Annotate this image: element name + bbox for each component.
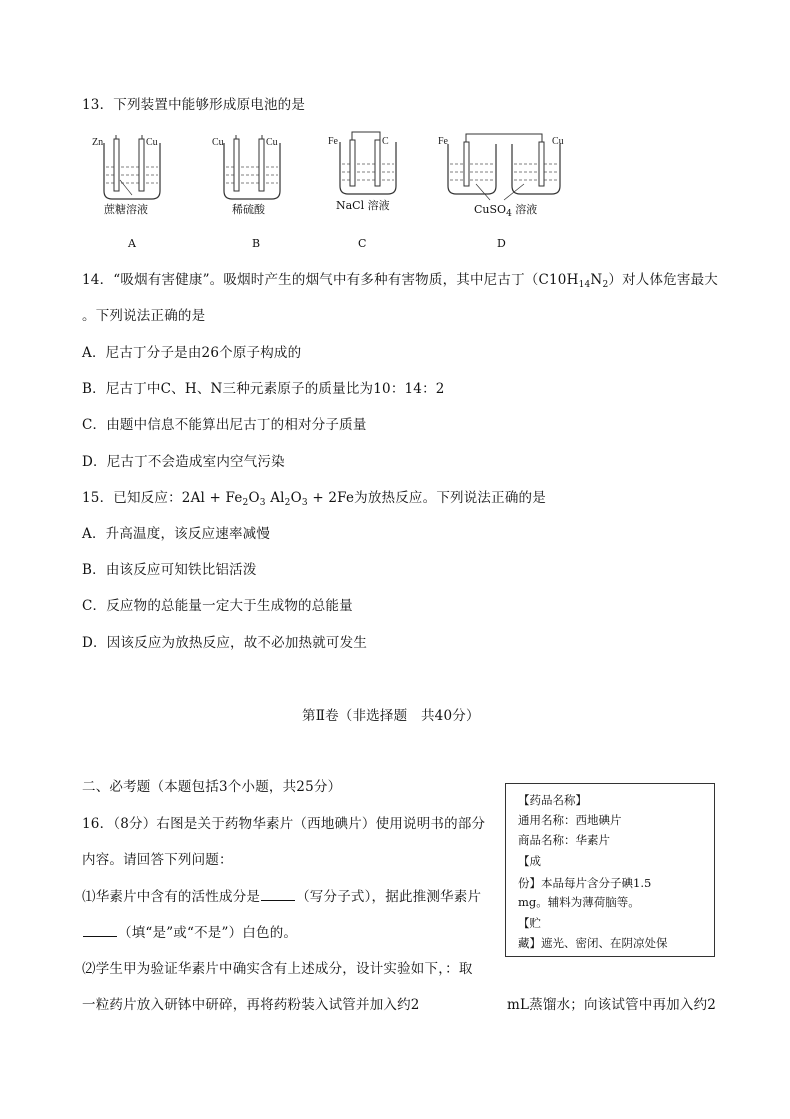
drug-box-line-8: 藏】遮光、密闭、在阴凉处保 [518,936,668,950]
q14-option-d: D．尼古丁不会造成室内空气污染 [82,454,285,470]
fig-c-letter: C [358,237,367,250]
fig-c-solution: NaCl 溶液 [336,199,390,212]
q16-line-6b: mL蒸馏水；向该试管中再加入约2 [507,997,717,1013]
q16-line-3: ⑴华素片中含有的活性成分是 （写分子式），据此推测华素片 [82,889,482,905]
drug-box-line-5: 份】本品每片含分子碘1.5 [518,876,652,890]
drug-box-line-1: 【药品名称】 [518,793,587,807]
fig-d-right-electrode: Cu [552,136,564,147]
q15-stem: 15．已知反应：$2Al + Fe_2O_3$ $Al_2O_3 + 2Fe$为放热反应。下列说法正确的是 [82,490,546,508]
answer-blank-formula[interactable] [261,888,295,901]
fig-d-letter: D [497,237,506,250]
q16-line-6a: 一粒药片放入研钵中研碎，再将药粉装入试管并加入约2 [82,997,420,1013]
q15-option-b: B．由该反应可知铁比铝活泼 [82,562,257,578]
fig-d-solution: CuSO$_4$ 溶液 [474,203,538,219]
fig-d-left-electrode: Fe [438,136,448,147]
section-2-title: 第Ⅱ卷（非选择题 共40分） [302,708,480,724]
beaker-d-drawing [440,130,570,212]
q14-stem-continued: 。下列说法正确的是 [82,308,206,324]
fig-a-left-electrode: Zn [92,137,104,148]
drug-box-line-4: 【成 [518,854,541,868]
q15-option-a: A．升高温度，该反应速率减慢 [82,526,271,542]
q14-option-c: C．由题中信息不能算出尼古丁的相对分子质量 [82,417,367,433]
fig-a-letter: A [128,237,136,250]
drug-box-line-3: 商品名称：华素片 [518,833,610,847]
part-2-heading: 二、必考题（本题包括3个小题，共25分） [82,779,342,795]
fig-b-solution: 稀硫酸 [232,203,265,216]
drug-box-line-2: 通用名称：西地碘片 [518,813,622,827]
fig-b-right-electrode: Cu [266,137,278,148]
q15-option-d: D．因该反应为放热反应，故不必加热就可发生 [82,635,368,651]
fig-a-solution: 蔗糖溶液 [104,203,148,216]
fig-c-right-electrode: C [382,136,389,147]
fig-a-right-electrode: Cu [146,137,158,148]
answer-blank-color[interactable] [83,924,117,937]
q16-line-4: （填“是”或“不是”）白色的。 [82,924,297,942]
q15-option-c: C．反应物的总能量一定大于生成物的总能量 [82,598,353,614]
fig-c-left-electrode: Fe [328,136,338,147]
q14-option-a: A．尼古丁分子是由26个原子构成的 [82,345,302,361]
drug-box-line-6: mg。辅料为薄荷脑等。 [518,895,640,909]
figure-d [440,130,570,212]
q14-option-b: B．尼古丁中C、H、N三种元素原子的质量比为10：14：2 [82,381,445,397]
q16-line-2: 内容。请回答下列问题： [82,852,233,868]
drug-box-line-7: 【贮 [518,916,541,930]
q16-line-5: ⑵学生甲为验证华素片中确实含有上述成分，设计实验如下，：取 [82,961,473,977]
q14-stem: 14．“吸烟有害健康”。吸烟时产生的烟气中有多种有害物质，其中尼古丁$(C10H_{14}N_2)$对人体危害最大 [82,272,718,290]
q16-line-1: 16．（8分）右图是关于药物华素片（西地碘片）使用说明书的部分 [82,816,486,832]
drug-info-box [505,783,715,957]
fig-b-letter: B [252,237,261,250]
fig-b-left-electrode: Cu [212,137,224,148]
q13-stem: 13．下列装置中能够形成原电池的是 [82,97,306,113]
